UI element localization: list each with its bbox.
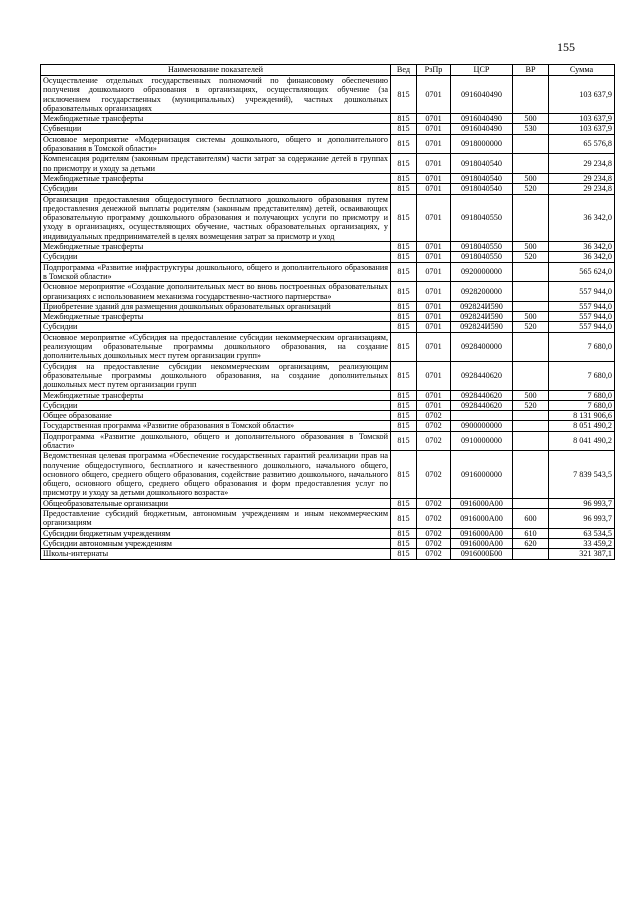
cell-ved: 815	[391, 400, 417, 410]
table-row	[41, 332, 615, 361]
cell-ved: 815	[391, 538, 417, 548]
cell-vr	[513, 411, 549, 421]
cell-vr: 500	[513, 312, 549, 322]
column-header-ved: Вед	[391, 65, 417, 76]
cell-name: Субсидии	[41, 184, 391, 194]
table-row	[41, 411, 615, 421]
table-row	[41, 124, 615, 134]
cell-sum: 7 839 543,5	[549, 451, 615, 498]
table-row	[41, 114, 615, 124]
cell-sum: 63 534,5	[549, 528, 615, 538]
cell-name: Субсидия на предоставление субсидии некоммерческим организациям, реализующим образовательные программы дошкольного образования, на создание дополнительных дошкольных мест путем организации групп	[41, 361, 391, 390]
cell-ved: 815	[391, 498, 417, 508]
cell-vr	[513, 194, 549, 241]
cell-csr: 0916040490	[451, 76, 513, 114]
cell-rzpr: 0701	[417, 194, 451, 241]
cell-rzpr: 0701	[417, 76, 451, 114]
cell-name: Межбюджетные трансферты	[41, 114, 391, 124]
cell-sum: 8 041 490,2	[549, 431, 615, 451]
cell-rzpr: 0701	[417, 262, 451, 282]
cell-ved: 815	[391, 134, 417, 154]
page-number: 155	[557, 40, 575, 54]
cell-csr: 0918040550	[451, 242, 513, 252]
column-header-vr: ВР	[513, 65, 549, 76]
cell-rzpr: 0701	[417, 124, 451, 134]
cell-sum: 557 944,0	[549, 312, 615, 322]
cell-csr: 0918040540	[451, 154, 513, 174]
cell-rzpr: 0701	[417, 252, 451, 262]
cell-name: Школы-интернаты	[41, 549, 391, 559]
cell-csr: 0916040490	[451, 124, 513, 134]
cell-ved: 815	[391, 451, 417, 498]
cell-csr: 0928440620	[451, 390, 513, 400]
cell-sum: 36 342,0	[549, 194, 615, 241]
cell-ved: 815	[391, 411, 417, 421]
table-row	[41, 390, 615, 400]
cell-sum: 29 234,8	[549, 184, 615, 194]
cell-rzpr: 0701	[417, 154, 451, 174]
cell-csr: 0900000000	[451, 421, 513, 431]
cell-ved: 815	[391, 154, 417, 174]
cell-ved: 815	[391, 431, 417, 451]
cell-name: Субвенции	[41, 124, 391, 134]
cell-ved: 815	[391, 528, 417, 538]
cell-vr	[513, 498, 549, 508]
cell-rzpr: 0701	[417, 332, 451, 361]
cell-csr: 092824И590	[451, 301, 513, 311]
cell-ved: 815	[391, 509, 417, 529]
cell-name: Предоставление субсидий бюджетным, автономным учреждениям и иным некоммерческим организациям	[41, 509, 391, 529]
cell-vr	[513, 421, 549, 431]
cell-rzpr: 0701	[417, 114, 451, 124]
cell-csr: 0916000А00	[451, 498, 513, 508]
cell-sum: 7 680,0	[549, 400, 615, 410]
cell-csr: 0928200000	[451, 282, 513, 302]
cell-ved: 815	[391, 242, 417, 252]
cell-name: Ведомственная целевая программа «Обеспечение государственных гарантий реализации прав на получение общедоступного, бесплатного и качественного дошкольного, начального общего, основного общего, среднего общего образования, содействие развитию дошкольного, начального общего, основного общего, среднего общего образования и форм предоставления услуг по присмотру и уходу за детьми дошкольного возраста»	[41, 451, 391, 498]
cell-sum: 36 342,0	[549, 242, 615, 252]
table-row	[41, 282, 615, 302]
cell-ved: 815	[391, 194, 417, 241]
cell-rzpr: 0701	[417, 282, 451, 302]
cell-vr	[513, 282, 549, 302]
cell-ved: 815	[391, 282, 417, 302]
cell-rzpr: 0701	[417, 400, 451, 410]
cell-ved: 815	[391, 390, 417, 400]
table-row	[41, 242, 615, 252]
column-header-sum: Сумма	[549, 65, 615, 76]
cell-rzpr: 0702	[417, 509, 451, 529]
cell-sum: 7 680,0	[549, 390, 615, 400]
cell-sum: 565 624,0	[549, 262, 615, 282]
table-row	[41, 538, 615, 548]
cell-vr: 530	[513, 124, 549, 134]
cell-name: Общее образование	[41, 411, 391, 421]
cell-rzpr: 0702	[417, 411, 451, 421]
cell-ved: 815	[391, 114, 417, 124]
cell-sum: 557 944,0	[549, 282, 615, 302]
table-row	[41, 421, 615, 431]
cell-ved: 815	[391, 76, 417, 114]
cell-name: Осуществление отдельных государственных полномочий по финансовому обеспечению получения дошкольного образования в организациях, осуществляющих обучение (за исключением государственных (муниципальных) учреждений), частных дошкольных образовательных организациях	[41, 76, 391, 114]
cell-sum: 103 637,9	[549, 124, 615, 134]
cell-csr: 092824И590	[451, 322, 513, 332]
cell-sum: 557 944,0	[549, 322, 615, 332]
cell-sum: 321 387,1	[549, 549, 615, 559]
table-row	[41, 528, 615, 538]
table-row	[41, 134, 615, 154]
cell-name: Организация предоставления общедоступного бесплатного дошкольного образования путем предоставления денежной выплаты родителям (законным представителям) детей, осваивающих образовательную программу дошкольного образования и получающих услуги по присмотру и уходу в организациях, осуществляющих обучение, частных образовательных организациях, у индивидуальных предпринимателей в целях возмещения затрат за присмотр и уход	[41, 194, 391, 241]
budget-table	[40, 64, 615, 560]
cell-ved: 815	[391, 301, 417, 311]
cell-csr: 0918040540	[451, 184, 513, 194]
cell-ved: 815	[391, 252, 417, 262]
cell-rzpr: 0701	[417, 361, 451, 390]
table-body	[41, 76, 615, 560]
table-row	[41, 194, 615, 241]
cell-csr: 0918000000	[451, 134, 513, 154]
cell-name: Основное мероприятие «Создание дополнительных мест во вновь построенных образовательных организациях с использованием механизма государственно-частного партнерства»	[41, 282, 391, 302]
cell-sum: 7 680,0	[549, 361, 615, 390]
cell-name: Приобретение зданий для размещения дошкольных образовательных организаций	[41, 301, 391, 311]
cell-csr: 0916000А00	[451, 528, 513, 538]
cell-name: Субсидии	[41, 400, 391, 410]
table-row	[41, 154, 615, 174]
cell-vr: 520	[513, 184, 549, 194]
table-row	[41, 549, 615, 559]
cell-sum: 29 234,8	[549, 173, 615, 183]
cell-csr: 0928400000	[451, 332, 513, 361]
cell-vr	[513, 361, 549, 390]
cell-ved: 815	[391, 549, 417, 559]
cell-rzpr: 0702	[417, 421, 451, 431]
cell-vr	[513, 549, 549, 559]
cell-rzpr: 0702	[417, 549, 451, 559]
cell-csr: 0910000000	[451, 431, 513, 451]
cell-vr	[513, 431, 549, 451]
cell-csr: 0916000А00	[451, 509, 513, 529]
cell-ved: 815	[391, 124, 417, 134]
cell-csr: 0916000Б00	[451, 549, 513, 559]
cell-name: Субсидии автономным учреждениям	[41, 538, 391, 548]
column-header-csr: ЦСР	[451, 65, 513, 76]
cell-sum: 103 637,9	[549, 114, 615, 124]
cell-name: Общеобразовательные организации	[41, 498, 391, 508]
cell-csr: 092824И590	[451, 312, 513, 322]
table-row	[41, 76, 615, 114]
cell-csr: 0918040550	[451, 194, 513, 241]
cell-ved: 815	[391, 322, 417, 332]
cell-sum: 33 459,2	[549, 538, 615, 548]
table-row	[41, 431, 615, 451]
cell-name: Межбюджетные трансферты	[41, 242, 391, 252]
table-row	[41, 509, 615, 529]
cell-vr	[513, 134, 549, 154]
cell-rzpr: 0701	[417, 134, 451, 154]
column-header-rzpr: РзПр	[417, 65, 451, 76]
cell-name: Основное мероприятие «Модернизация системы дошкольного, общего и дополнительного образования в Томской области»	[41, 134, 391, 154]
cell-sum: 96 993,7	[549, 509, 615, 529]
table-row	[41, 451, 615, 498]
cell-rzpr: 0702	[417, 431, 451, 451]
cell-ved: 815	[391, 262, 417, 282]
table-row	[41, 301, 615, 311]
cell-vr: 520	[513, 400, 549, 410]
cell-vr: 500	[513, 173, 549, 183]
cell-sum: 8 131 906,6	[549, 411, 615, 421]
cell-name: Основное мероприятие «Субсидия на предоставление субсидии некоммерческим организациям, реализующим образовательные программы дошкольного образования, на создание дополнительных дошкольных мест путем организации групп»	[41, 332, 391, 361]
cell-rzpr: 0702	[417, 451, 451, 498]
cell-name: Межбюджетные трансферты	[41, 312, 391, 322]
cell-rzpr: 0701	[417, 184, 451, 194]
cell-name: Межбюджетные трансферты	[41, 390, 391, 400]
cell-sum: 36 342,0	[549, 252, 615, 262]
cell-rzpr: 0701	[417, 390, 451, 400]
cell-name: Подпрограмма «Развитие инфраструктуры дошкольного, общего и дополнительного образования в Томской области»	[41, 262, 391, 282]
cell-ved: 815	[391, 173, 417, 183]
cell-name: Субсидии	[41, 322, 391, 332]
cell-rzpr: 0702	[417, 498, 451, 508]
cell-vr: 610	[513, 528, 549, 538]
cell-vr	[513, 76, 549, 114]
cell-name: Субсидии	[41, 252, 391, 262]
table-row	[41, 498, 615, 508]
cell-vr: 520	[513, 322, 549, 332]
table-row	[41, 361, 615, 390]
cell-vr	[513, 262, 549, 282]
cell-sum: 557 944,0	[549, 301, 615, 311]
table-row	[41, 173, 615, 183]
cell-name: Компенсация родителям (законным представителям) части затрат за содержание детей в группах по присмотру и уходу за детьми	[41, 154, 391, 174]
table-row	[41, 312, 615, 322]
cell-rzpr: 0702	[417, 538, 451, 548]
cell-ved: 815	[391, 312, 417, 322]
cell-rzpr: 0701	[417, 312, 451, 322]
cell-name: Подпрограмма «Развитие дошкольного, общего и дополнительного образования в Томской области»	[41, 431, 391, 451]
cell-vr: 500	[513, 390, 549, 400]
cell-vr: 500	[513, 242, 549, 252]
cell-ved: 815	[391, 361, 417, 390]
cell-sum: 103 637,9	[549, 76, 615, 114]
cell-vr	[513, 332, 549, 361]
cell-sum: 29 234,8	[549, 154, 615, 174]
column-header-name: Наименование показателей	[41, 65, 391, 76]
cell-vr: 600	[513, 509, 549, 529]
cell-csr: 0916000000	[451, 451, 513, 498]
cell-name: Государственная программа «Развитие образования в Томской области»	[41, 421, 391, 431]
cell-vr	[513, 154, 549, 174]
table-row	[41, 322, 615, 332]
cell-vr: 620	[513, 538, 549, 548]
cell-vr: 500	[513, 114, 549, 124]
table-header-row	[41, 65, 615, 76]
table-row	[41, 184, 615, 194]
cell-sum: 8 051 490,2	[549, 421, 615, 431]
cell-csr	[451, 411, 513, 421]
cell-sum: 65 576,8	[549, 134, 615, 154]
table-row	[41, 262, 615, 282]
cell-ved: 815	[391, 332, 417, 361]
cell-rzpr: 0702	[417, 528, 451, 538]
cell-csr: 0928440620	[451, 400, 513, 410]
cell-csr: 0916000А00	[451, 538, 513, 548]
cell-rzpr: 0701	[417, 173, 451, 183]
cell-rzpr: 0701	[417, 242, 451, 252]
cell-sum: 7 680,0	[549, 332, 615, 361]
cell-rzpr: 0701	[417, 322, 451, 332]
table-row	[41, 400, 615, 410]
cell-vr	[513, 451, 549, 498]
cell-name: Межбюджетные трансферты	[41, 173, 391, 183]
table-row	[41, 252, 615, 262]
cell-ved: 815	[391, 184, 417, 194]
cell-name: Субсидии бюджетным учреждениям	[41, 528, 391, 538]
cell-vr	[513, 301, 549, 311]
cell-csr: 0918040540	[451, 173, 513, 183]
cell-csr: 0920000000	[451, 262, 513, 282]
cell-sum: 96 993,7	[549, 498, 615, 508]
cell-csr: 0928440620	[451, 361, 513, 390]
cell-rzpr: 0701	[417, 301, 451, 311]
cell-vr: 520	[513, 252, 549, 262]
cell-ved: 815	[391, 421, 417, 431]
cell-csr: 0916040490	[451, 114, 513, 124]
cell-csr: 0918040550	[451, 252, 513, 262]
